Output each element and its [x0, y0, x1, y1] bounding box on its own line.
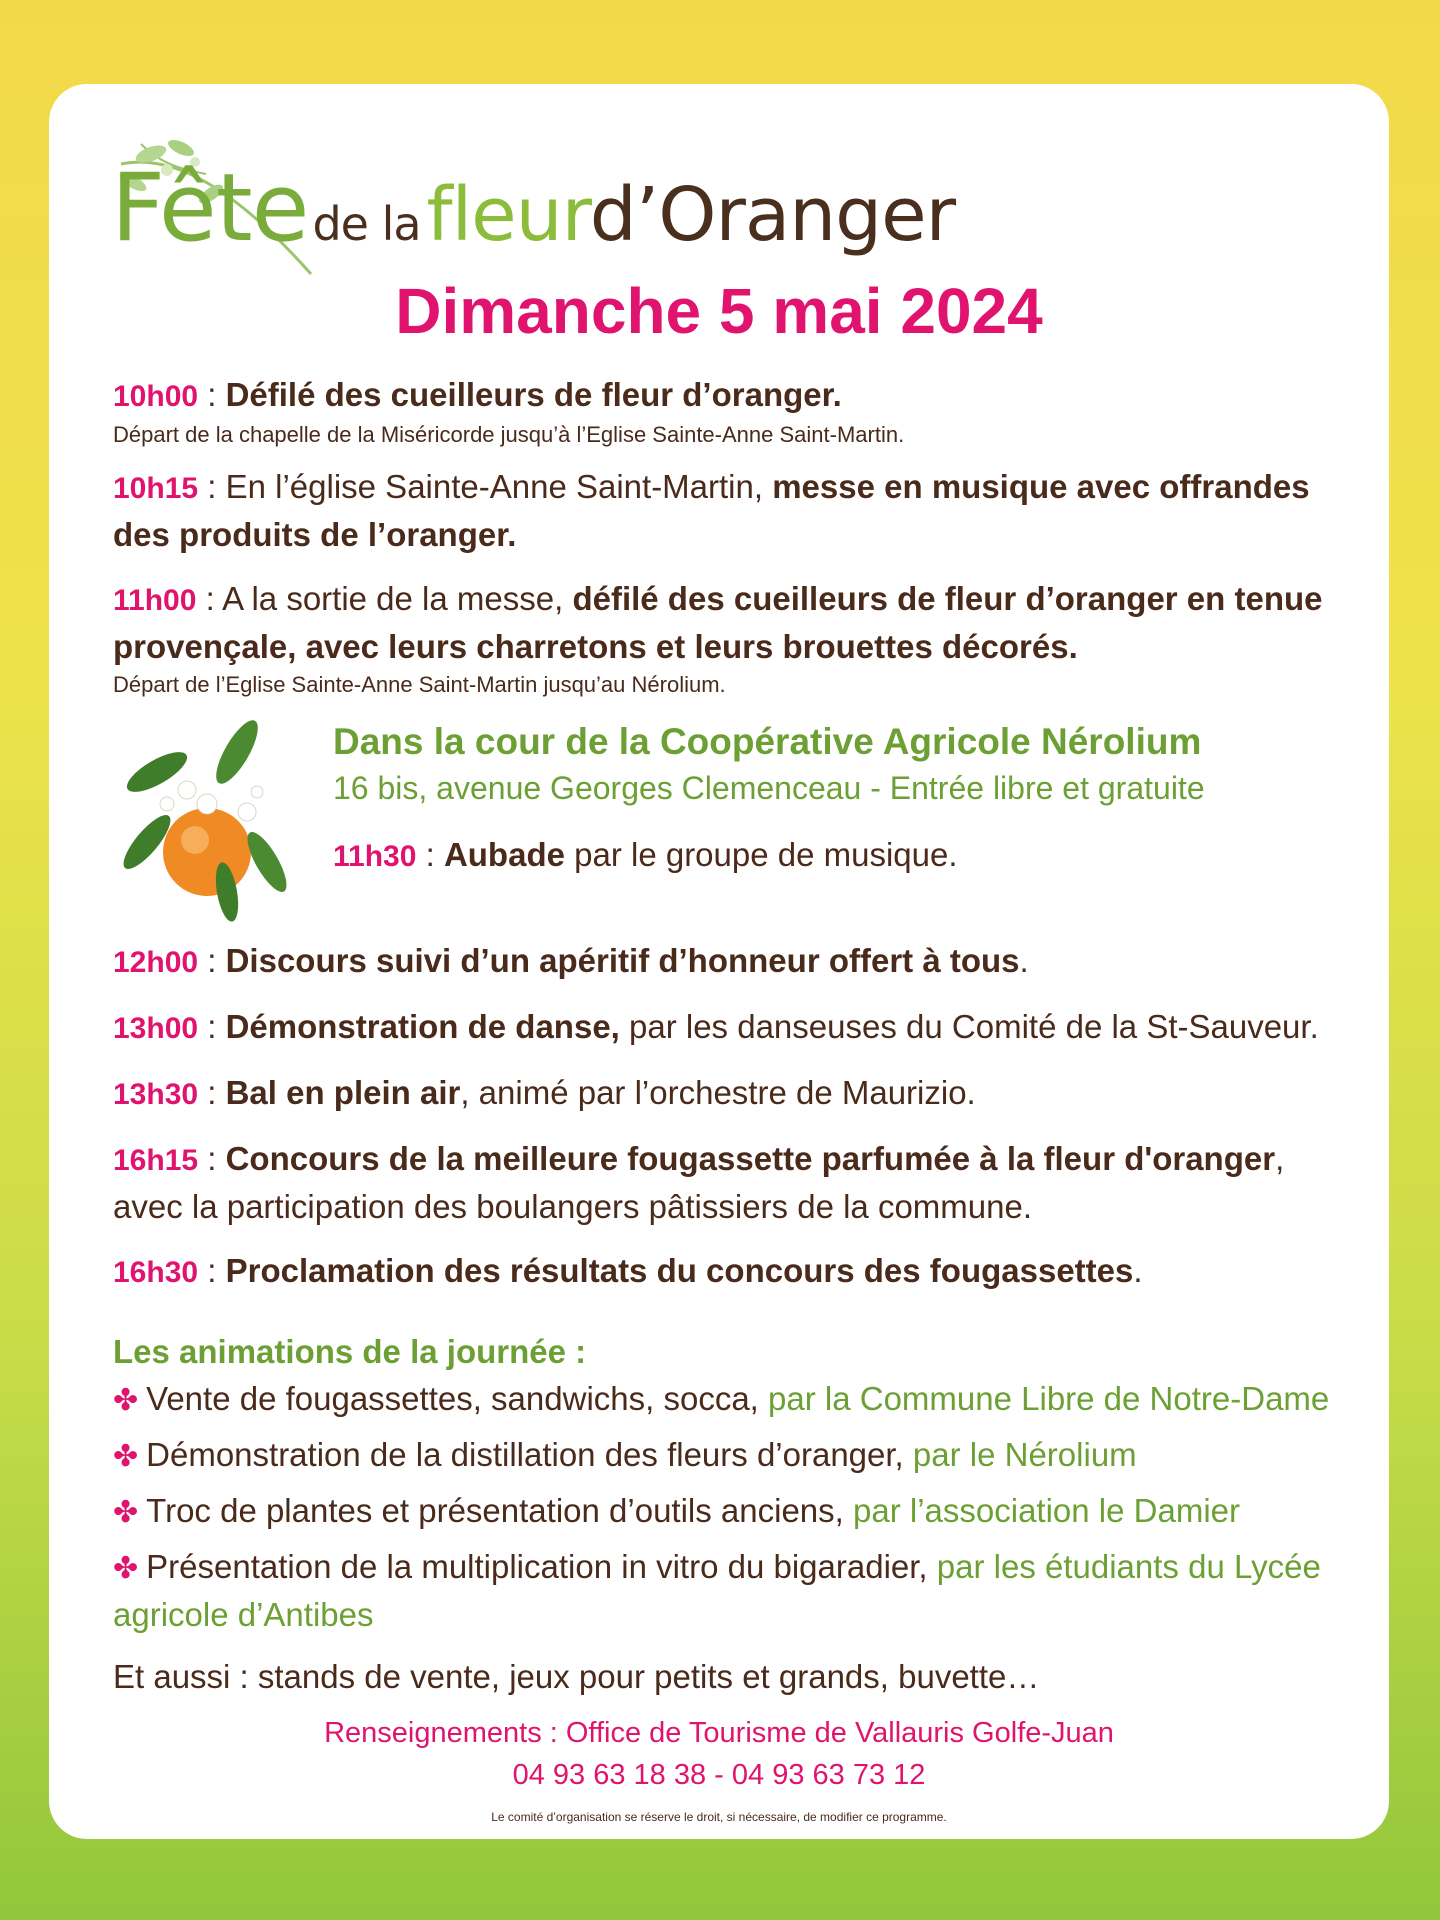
animation-item	[113, 1488, 1333, 1536]
title-fete: Fête	[111, 154, 309, 263]
entry-sep: :	[198, 1252, 226, 1289]
entry-bold: messe en musique avec offrandes des produits de l’oranger.	[113, 468, 1310, 553]
entry-time: 11h00	[113, 584, 197, 617]
entry-sep: :	[196, 580, 223, 617]
entry-sep: :	[198, 1008, 226, 1045]
coop-address: 16 bis, avenue Georges Clemenceau - Entrée libre et gratuite	[333, 770, 1205, 806]
title-oranger: d’Oranger	[589, 172, 956, 258]
program-entry	[113, 576, 1333, 670]
animation-item	[113, 1432, 1333, 1480]
entry-time: 16h15	[113, 1144, 199, 1177]
info-block	[49, 1712, 1389, 1796]
animation-text: Présentation de la multiplication in vitro du bigaradier,	[146, 1548, 937, 1585]
program-entry	[333, 832, 1205, 880]
animation-text: Vente de fougassettes, sandwichs, socca,	[146, 1380, 769, 1417]
entry-text: , animé par l’orchestre de Maurizio.	[460, 1074, 976, 1111]
coop-text	[333, 718, 1205, 880]
phone-numbers: 04 93 63 18 38 - 04 93 63 73 12	[512, 1759, 926, 1791]
entry-bold: Proclamation des résultats du concours des fougassettes	[225, 1252, 1134, 1289]
info-line: Renseignements : Office de Tourisme de Vallauris Golfe-Juan	[324, 1717, 1114, 1749]
entry-text: .	[1133, 1252, 1143, 1289]
bullet-icon: ✤	[113, 1440, 139, 1473]
entry-sep: :	[198, 1140, 226, 1177]
entry-bold: défilé des cueilleurs de fleur d’oranger en tenue provençale, avec leurs charretons et leurs brouettes décorés.	[113, 580, 1323, 665]
entry-sep: :	[198, 376, 226, 413]
animation-by: par la Commune Libre de Notre-Dame	[768, 1380, 1330, 1417]
entry-text: , avec la participation des boulangers pâtissiers de la commune.	[113, 1140, 1285, 1225]
entry-bold: Défilé des cueilleurs de fleur d’oranger.	[225, 376, 842, 413]
orange-blossom-icon	[107, 712, 307, 922]
animation-item	[113, 1544, 1333, 1638]
coop-block	[113, 718, 1333, 938]
entry-sep: :	[198, 942, 226, 979]
entry-text: A la sortie de la messe,	[222, 580, 573, 617]
entry-sep: :	[416, 836, 444, 873]
poster-card	[49, 84, 1389, 1839]
entry-time: 13h00	[113, 1012, 199, 1045]
entry-bold: Démonstration de danse,	[225, 1008, 620, 1045]
animation-text: Troc de plantes et présentation d’outils anciens,	[146, 1492, 853, 1529]
coop-title: Dans la cour de la Coopérative Agricole Nérolium	[333, 721, 1202, 762]
animation-by: par l’association le Damier	[853, 1492, 1240, 1529]
entry-note: Départ de la chapelle de la Miséricorde jusqu’à l’Eglise Sainte-Anne Saint-Martin.	[113, 422, 905, 447]
animation-by: par les étudiants du Lycée agricole d’Antibes	[113, 1548, 1321, 1633]
animations-title: Les animations de la journée :	[113, 1333, 587, 1370]
program-content	[113, 372, 1333, 1700]
entry-time: 13h30	[113, 1078, 199, 1111]
event-date: Dimanche 5 mai 2024	[395, 275, 1043, 347]
entry-note: Départ de l’Eglise Sainte-Anne Saint-Martin jusqu’au Nérolium.	[113, 672, 726, 697]
entry-time: 12h00	[113, 946, 199, 979]
program-entry	[113, 372, 1333, 420]
entry-text: par les danseuses du Comité de la St-Sauveur.	[619, 1008, 1319, 1045]
disclaimer: Le comité d’organisation se réserve le droit, si nécessaire, de modifier ce programme.	[491, 1810, 947, 1824]
entry-text: En l’église Sainte-Anne Saint-Martin,	[225, 468, 773, 505]
program-entry	[113, 1004, 1333, 1052]
entry-bold: Bal en plein air	[225, 1074, 461, 1111]
title-dela: de la	[312, 197, 421, 251]
animation-by: par le Nérolium	[912, 1436, 1137, 1473]
entry-time: 11h30	[333, 840, 417, 873]
entry-time: 10h15	[113, 472, 199, 505]
entry-time: 10h00	[113, 380, 199, 413]
animation-text: Démonstration de la distillation des fleurs d’oranger,	[146, 1436, 913, 1473]
bullet-icon: ✤	[113, 1384, 139, 1417]
bullet-icon: ✤	[113, 1496, 139, 1529]
title-row	[111, 124, 1371, 284]
entry-bold: Discours suivi d’un apéritif d’honneur offert à tous	[225, 942, 1020, 979]
entry-time: 16h30	[113, 1256, 199, 1289]
program-entry	[113, 1070, 1333, 1118]
entry-bold: Concours de la meilleure fougassette parfumée à la fleur d'oranger	[225, 1140, 1276, 1177]
program-entry	[113, 1248, 1333, 1296]
program-entry	[113, 464, 1333, 558]
event-title	[111, 154, 955, 263]
entry-text: .	[1019, 942, 1029, 979]
program-entry	[113, 938, 1333, 986]
entry-sep: :	[198, 468, 226, 505]
entry-sep: :	[198, 1074, 226, 1111]
entry-bold: Aubade	[443, 836, 565, 873]
program-entry	[113, 1136, 1333, 1230]
bullet-icon: ✤	[113, 1552, 139, 1585]
title-fleur: fleur	[426, 172, 590, 258]
animation-item	[113, 1376, 1333, 1424]
extra-activities: Et aussi : stands de vente, jeux pour petits et grands, buvette…	[113, 1658, 1040, 1695]
entry-text: par le groupe de musique.	[564, 836, 958, 873]
